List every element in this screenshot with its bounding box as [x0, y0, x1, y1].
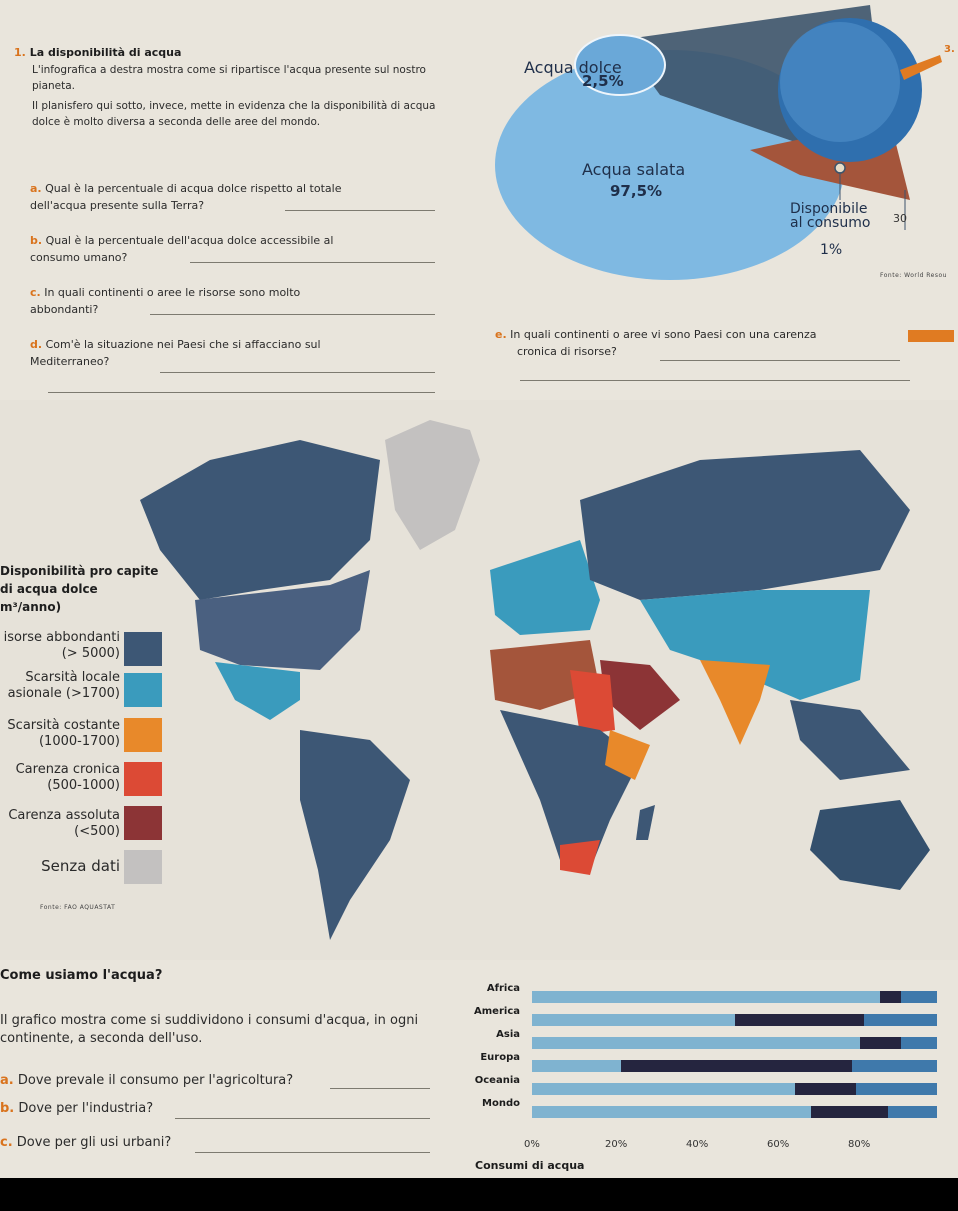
answer-line-e-2[interactable] [520, 380, 910, 381]
legend-label-2-line-2: (1000-1700) [38, 734, 120, 749]
question-d-text-2: Mediterraneo? [30, 355, 110, 368]
salt-water-label: Acqua salata [582, 160, 686, 179]
map-legend-title-1: Disponibilità pro capite [0, 564, 159, 578]
chart-bar-row [532, 1083, 937, 1095]
section-1-paragraph-2: Il planisfero qui sotto, invece, mette in evidenza che la disponibilità di acqua dolce è molto diversa a seconda delle aree del mondo. [32, 100, 436, 128]
fresh-water-value: 2,5% [582, 72, 624, 90]
freshwater-globe-highlight [780, 22, 900, 142]
map-russia [580, 450, 910, 600]
legend-label-2 [0, 718, 120, 750]
question-b-letter: b. [30, 234, 43, 247]
answer-line-e-1[interactable] [660, 360, 900, 361]
map-australia [810, 800, 930, 890]
legend-label-5 [0, 858, 120, 874]
legend-label-4 [0, 808, 120, 840]
fresh-water-label: Acqua dolce [524, 58, 622, 77]
chart-bar-segment [888, 1106, 937, 1118]
legend-swatch-2 [124, 718, 162, 752]
chart-bar-row [532, 991, 937, 1003]
question-c-text-1: In quali continenti o aree le risorse sono molto [44, 286, 301, 299]
chart-axis-title: Consumi di acqua [475, 1159, 585, 1172]
section-1-number: 1. [14, 46, 26, 59]
chart-bar-segment [860, 1037, 901, 1049]
legend-label-1 [0, 670, 120, 702]
chart-bar-row [532, 1060, 937, 1072]
infographic-source: Fonte: World Resou [880, 272, 947, 279]
map-mexico [215, 662, 300, 720]
map-south-america [300, 730, 410, 940]
water-infographic [470, 0, 958, 300]
chart-x-tick-label: 60% [767, 1139, 790, 1150]
map-europe [490, 540, 600, 635]
question-d [30, 336, 321, 370]
chart-bar-segment [811, 1106, 888, 1118]
legend-label-1-line-2: asionale (>1700) [7, 686, 120, 701]
map-southeast-asia [790, 700, 910, 780]
chart-bar-segment [795, 1083, 856, 1095]
legend-swatch-0 [124, 632, 162, 666]
answer-line-2c[interactable] [195, 1152, 430, 1153]
available-value: 1% [820, 242, 843, 258]
question-b-text-1: Qual è la percentuale dell'acqua dolce accessibile al [45, 234, 334, 247]
chart-bar-segment [901, 991, 937, 1003]
question-e-text-1: In quali continenti o aree vi sono Paesi con una carenza [510, 328, 817, 341]
legend-label-5-line-1: Senza dati [41, 857, 120, 875]
chart-bar-segment [532, 991, 880, 1003]
chart-category-label: Asia [496, 1029, 520, 1040]
legend-label-3-line-1: Carenza cronica [15, 762, 120, 777]
section-2-question-c-letter: c. [0, 1135, 13, 1150]
legend-label-0-line-2: (> 5000) [61, 646, 120, 661]
legend-swatch-5 [124, 850, 162, 884]
cut-text-number: 30 [893, 212, 907, 225]
chart-bar-segment [532, 1037, 860, 1049]
map-source: Fonte: FAO AQUASTAT [40, 904, 116, 911]
chart-category-label: Mondo [482, 1098, 520, 1109]
available-label-line-1: Disponibile [790, 201, 868, 217]
legend-label-4-line-2: (<500) [74, 824, 120, 839]
section-1-paragraph-1: L'infografica a destra mostra come si ripartisce l'acqua presente sul nostro pianeta. [32, 64, 426, 92]
chart-bar-row [532, 1014, 937, 1026]
answer-line-b[interactable] [190, 262, 435, 263]
answer-line-2b[interactable] [175, 1118, 430, 1119]
answer-line-a[interactable] [285, 210, 435, 211]
answer-line-d-1[interactable] [160, 372, 435, 373]
available-marker [835, 163, 845, 173]
chart-bar-segment [532, 1014, 735, 1026]
map-south-africa [560, 840, 600, 875]
chart-category-label: Europa [480, 1052, 520, 1063]
answer-line-2a[interactable] [330, 1088, 430, 1089]
available-label [790, 202, 870, 230]
section-1-title [14, 46, 181, 59]
section-2-question-b-letter: b. [0, 1101, 15, 1116]
legend-label-0-line-1: isorse abbondanti [3, 630, 120, 645]
legend-label-2-line-1: Scarsità costante [7, 718, 120, 733]
question-a-text-1: Qual è la percentuale di acqua dolce rispetto al totale [45, 182, 342, 195]
chart-bar-segment [880, 991, 900, 1003]
question-a [30, 180, 341, 214]
chart-bar-segment [621, 1060, 852, 1072]
answer-line-d-2[interactable] [48, 392, 435, 393]
question-d-letter: d. [30, 338, 43, 351]
section-2-question-a [0, 1072, 293, 1089]
section-2-question-c [0, 1134, 171, 1151]
chart-category-label: America [474, 1006, 520, 1017]
chart-bar-segment [864, 1014, 937, 1026]
question-a-text-2: dell'acqua presente sulla Terra? [30, 199, 205, 212]
chart-bar-segment [532, 1106, 811, 1118]
available-label-line-2: al consumo [790, 215, 871, 231]
salt-water-value: 97,5% [610, 182, 663, 200]
question-e [495, 326, 935, 360]
question-c-text-2: abbondanti? [30, 303, 99, 316]
chart-bar-segment [901, 1037, 937, 1049]
legend-swatch-4 [124, 806, 162, 840]
map-legend-title-2: di acqua dolce [0, 582, 98, 596]
map-legend-title [0, 562, 158, 616]
chart-bar-segment [532, 1083, 795, 1095]
legend-swatch-3 [124, 762, 162, 796]
chart-bar-row [532, 1037, 937, 1049]
chart-x-tick-label: 20% [605, 1139, 628, 1150]
chart-x-tick-label: 40% [686, 1139, 709, 1150]
question-d-text-1: Com'è la situazione nei Paesi che si affacciano sul [45, 338, 321, 351]
page-number: 3. [944, 44, 955, 55]
map-egypt [570, 670, 615, 735]
map-canada [140, 440, 380, 600]
section-2-question-a-letter: a. [0, 1073, 14, 1088]
map-madagascar [636, 805, 655, 840]
legend-label-1-line-1: Scarsità locale [25, 670, 120, 685]
answer-line-c[interactable] [150, 314, 435, 315]
map-greenland [385, 420, 480, 550]
section-2-title: Come usiamo l'acqua? [0, 968, 163, 983]
chart-bar-segment [852, 1060, 937, 1072]
chart-bar-segment [532, 1060, 621, 1072]
question-b-text-2: consumo umano? [30, 251, 128, 264]
orange-tab-mark [908, 330, 954, 342]
question-a-letter: a. [30, 182, 42, 195]
section-2-question-b [0, 1100, 153, 1117]
map-legend-title-3: m³/anno) [0, 600, 62, 614]
question-c [30, 284, 300, 318]
chart-bar-row [532, 1106, 937, 1118]
legend-swatch-1 [124, 673, 162, 707]
chart-bar-segment [735, 1014, 865, 1026]
legend-label-3-line-2: (500-1000) [47, 778, 120, 793]
water-use-chart [440, 975, 958, 1178]
question-b [30, 232, 333, 266]
section-2-question-a-text: Dove prevale il consumo per l'agricoltura? [17, 1073, 294, 1088]
section-2-question-c-text: Dove per gli usi urbani? [16, 1135, 172, 1150]
section-2-paragraph: Il grafico mostra come si suddividono i consumi d'acqua, in ogni continente, a seconda dell'uso. [0, 1013, 419, 1046]
question-e-text-2: cronica di risorse? [517, 345, 617, 358]
legend-label-0 [0, 630, 120, 662]
chart-category-label: Oceania [474, 1075, 520, 1086]
question-c-letter: c. [30, 286, 41, 299]
question-e-letter: e. [495, 328, 507, 341]
section-2-question-b-text: Dove per l'industria? [18, 1101, 154, 1116]
chart-bar-segment [856, 1083, 937, 1095]
map-india [700, 660, 770, 745]
section-1-title-text: La disponibilità di acqua [29, 46, 182, 59]
chart-category-label: Africa [486, 983, 520, 994]
chart-x-tick-label: 0% [524, 1139, 540, 1150]
legend-label-4-line-1: Carenza assoluta [8, 808, 120, 823]
chart-x-tick-label: 80% [848, 1139, 871, 1150]
legend-label-3 [0, 762, 120, 794]
